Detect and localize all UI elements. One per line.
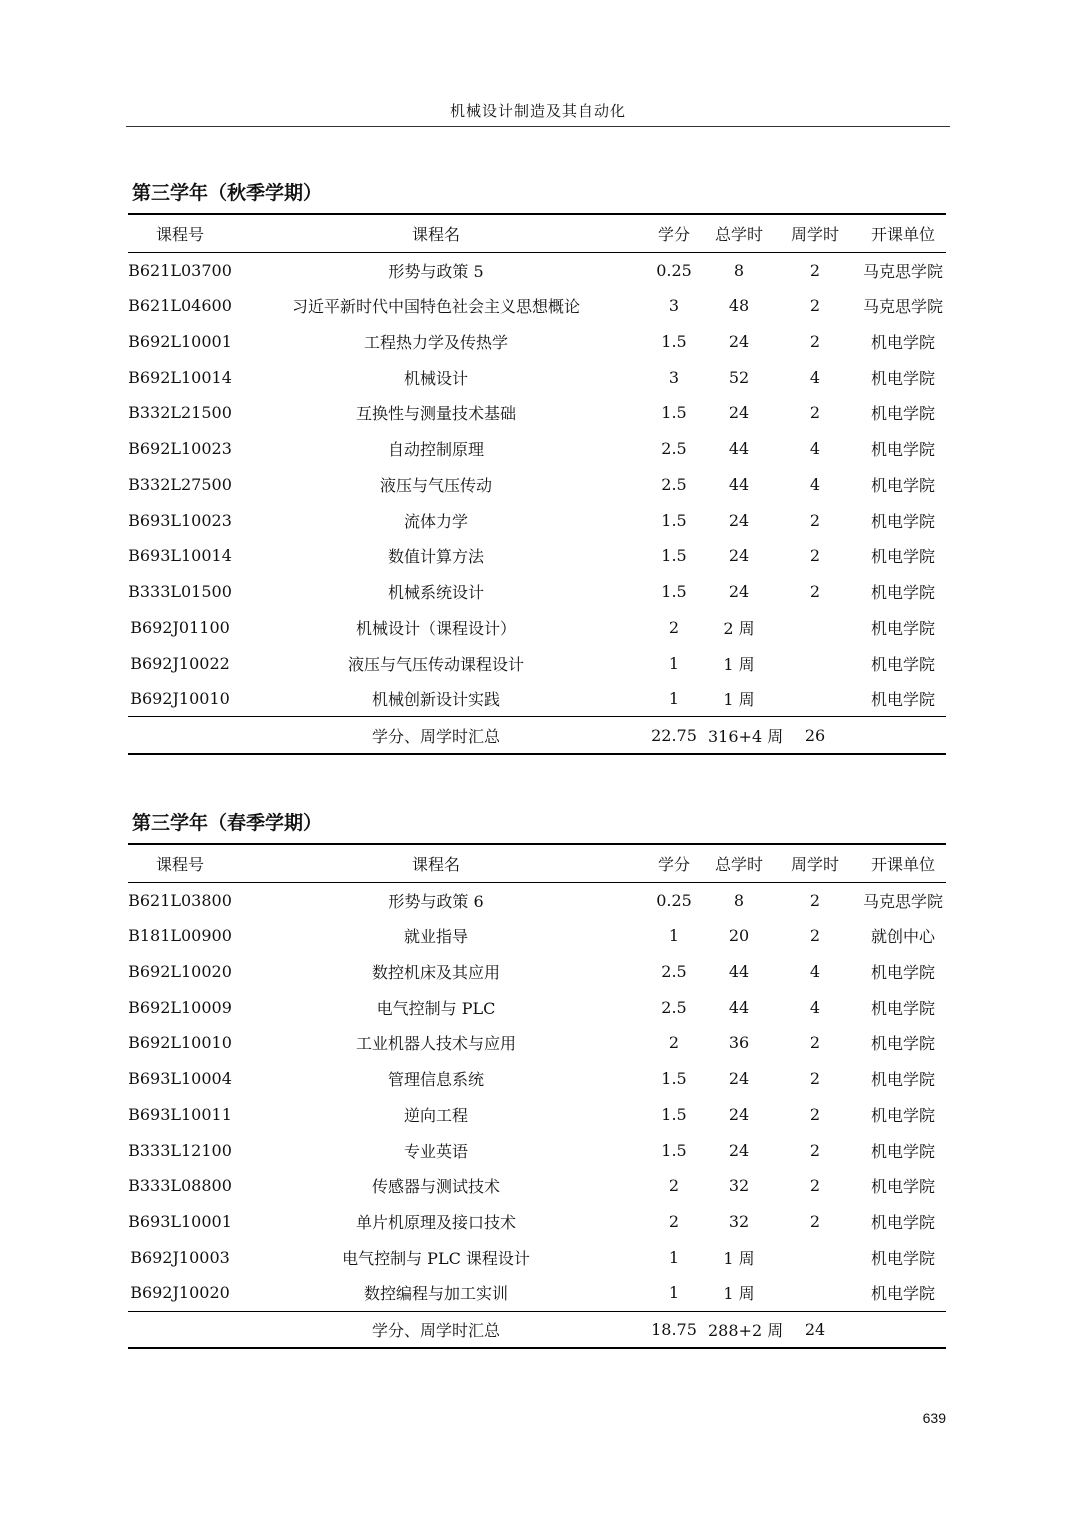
cell-course-name: 流体力学 bbox=[403, 511, 468, 531]
cell-credits: 3 bbox=[668, 367, 680, 387]
summary-row bbox=[128, 717, 946, 754]
cell-weekly-hours: 4 bbox=[809, 961, 821, 981]
cell-department: 马克思学院 bbox=[862, 297, 943, 317]
cell-total-hours: 24 bbox=[728, 403, 750, 423]
cell-department: 机电学院 bbox=[870, 1177, 935, 1197]
cell-department: 机电学院 bbox=[870, 962, 935, 982]
cell-department: 机电学院 bbox=[870, 368, 935, 388]
column-header-total-hours: 总学时 bbox=[708, 214, 770, 252]
cell-total-hours: 44 bbox=[728, 474, 750, 494]
cell-department: 机电学院 bbox=[870, 511, 935, 531]
table-row bbox=[128, 645, 946, 681]
cell-weekly-hours: 2 bbox=[809, 1176, 821, 1196]
cell-credits: 1.5 bbox=[661, 331, 687, 351]
cell-credits: 2 bbox=[668, 617, 680, 637]
column-header-department: 开课单位 bbox=[860, 214, 946, 252]
cell-total-hours: 24 bbox=[728, 1104, 750, 1124]
running-header: 机械设计制造及其自动化 bbox=[126, 100, 950, 127]
course-table-autumn bbox=[128, 213, 946, 755]
table-row bbox=[128, 467, 946, 503]
cell-course-code: B692J10003 bbox=[130, 1247, 230, 1267]
cell-department: 机电学院 bbox=[870, 1248, 935, 1268]
cell-total-hours: 44 bbox=[728, 961, 750, 981]
cell-weekly-hours: 2 bbox=[809, 296, 821, 316]
table-row bbox=[128, 288, 946, 324]
cell-course-name: 电气控制与 PLC 课程设计 bbox=[342, 1248, 530, 1268]
column-header-course-code: 课程号 bbox=[128, 844, 232, 882]
cell-course-code: B692L10009 bbox=[128, 997, 232, 1017]
cell-weekly-hours: 2 bbox=[809, 1033, 821, 1053]
summary-weekly-hours: 24 bbox=[770, 1311, 860, 1348]
cell-department: 机电学院 bbox=[870, 690, 935, 710]
cell-credits: 2 bbox=[668, 1176, 680, 1196]
cell-total-hours: 20 bbox=[728, 926, 750, 946]
cell-credits: 1 bbox=[668, 653, 680, 673]
cell-credits: 1.5 bbox=[661, 510, 687, 530]
cell-course-name: 工业机器人技术与应用 bbox=[355, 1034, 516, 1054]
cell-credits: 0.25 bbox=[656, 260, 692, 280]
cell-credits: 2.5 bbox=[661, 997, 687, 1017]
cell-course-name: 液压与气压传动 bbox=[379, 475, 492, 495]
cell-course-code: B692J10010 bbox=[130, 689, 230, 709]
cell-course-name: 数值计算方法 bbox=[387, 547, 484, 567]
cell-weekly-hours bbox=[770, 1240, 860, 1276]
cell-course-code: B333L08800 bbox=[128, 1176, 232, 1196]
column-header-weekly-hours: 周学时 bbox=[770, 844, 860, 882]
summary-credits: 18.75 bbox=[640, 1311, 708, 1348]
section-title: 第三学年（秋季学期） bbox=[132, 182, 323, 204]
table-row bbox=[128, 1204, 946, 1240]
cell-total-hours: 44 bbox=[728, 997, 750, 1017]
cell-department: 机电学院 bbox=[870, 998, 935, 1018]
cell-department: 机电学院 bbox=[870, 547, 935, 567]
cell-course-code: B621L03700 bbox=[128, 260, 232, 280]
column-header-department: 开课单位 bbox=[860, 844, 946, 882]
cell-course-name: 机械设计（课程设计） bbox=[355, 618, 516, 638]
cell-course-code: B621L03800 bbox=[128, 890, 232, 910]
cell-total-hours: 48 bbox=[728, 296, 750, 316]
cell-credits: 1 bbox=[668, 926, 680, 946]
page-number: 639 bbox=[922, 1410, 946, 1426]
cell-course-name: 数控机床及其应用 bbox=[371, 962, 500, 982]
cell-department: 机电学院 bbox=[870, 583, 935, 603]
cell-credits: 1.5 bbox=[661, 403, 687, 423]
cell-course-code: B692L10014 bbox=[128, 367, 232, 387]
cell-course-name: 电气控制与 PLC bbox=[376, 998, 496, 1018]
cell-total-hours: 8 bbox=[733, 260, 745, 280]
table-row bbox=[128, 359, 946, 395]
cell-course-code: B693L10011 bbox=[128, 1104, 232, 1124]
cell-total-hours: 32 bbox=[728, 1212, 750, 1232]
table-row bbox=[128, 882, 946, 918]
table-row bbox=[128, 1025, 946, 1061]
cell-weekly-hours: 4 bbox=[809, 367, 821, 387]
table-row bbox=[128, 1168, 946, 1204]
table-row bbox=[128, 574, 946, 610]
cell-credits: 2.5 bbox=[661, 439, 687, 459]
cell-course-code: B692L10010 bbox=[128, 1033, 232, 1053]
table-row bbox=[128, 502, 946, 538]
cell-department: 机电学院 bbox=[870, 1141, 935, 1161]
cell-weekly-hours: 2 bbox=[809, 1140, 821, 1160]
cell-weekly-hours: 2 bbox=[809, 1104, 821, 1124]
cell-total-hours: 24 bbox=[728, 331, 750, 351]
cell-course-code: B693L10014 bbox=[128, 546, 232, 566]
table-row bbox=[128, 395, 946, 431]
table-row bbox=[128, 1132, 946, 1168]
cell-credits: 0.25 bbox=[656, 890, 692, 910]
cell-course-name: 机械系统设计 bbox=[387, 583, 484, 603]
cell-total-hours: 8 bbox=[733, 890, 745, 910]
cell-department: 机电学院 bbox=[870, 440, 935, 460]
cell-weekly-hours bbox=[770, 610, 860, 646]
cell-course-code: B693L10001 bbox=[128, 1212, 232, 1232]
cell-weekly-hours: 2 bbox=[809, 260, 821, 280]
cell-course-name: 工程热力学及传热学 bbox=[363, 332, 508, 352]
cell-credits: 1.5 bbox=[661, 1069, 687, 1089]
cell-course-name: 机械创新设计实践 bbox=[371, 690, 500, 710]
table-row bbox=[128, 1097, 946, 1133]
table-row bbox=[128, 681, 946, 717]
cell-course-name: 互换性与测量技术基础 bbox=[355, 404, 516, 424]
cell-weekly-hours: 2 bbox=[809, 582, 821, 602]
table-row bbox=[128, 954, 946, 990]
cell-total-hours: 1 周 bbox=[723, 1284, 755, 1304]
cell-credits: 1 bbox=[668, 1247, 680, 1267]
cell-credits: 1 bbox=[668, 689, 680, 709]
section-title: 第三学年（春季学期） bbox=[132, 812, 323, 834]
table-header-row bbox=[128, 844, 946, 882]
summary-label: 学分、周学时汇总 bbox=[232, 1311, 640, 1348]
summary-row bbox=[128, 1311, 946, 1348]
cell-weekly-hours: 2 bbox=[809, 331, 821, 351]
cell-total-hours: 52 bbox=[728, 367, 750, 387]
cell-course-code: B692L10020 bbox=[128, 961, 232, 981]
summary-credits: 22.75 bbox=[640, 717, 708, 754]
cell-total-hours: 24 bbox=[728, 1069, 750, 1089]
cell-weekly-hours bbox=[770, 645, 860, 681]
cell-weekly-hours: 2 bbox=[809, 890, 821, 910]
cell-department: 马克思学院 bbox=[862, 891, 943, 911]
cell-course-code: B692J01100 bbox=[130, 617, 230, 637]
column-header-credits: 学分 bbox=[640, 844, 708, 882]
section-autumn-semester bbox=[128, 176, 946, 755]
column-header-course-code: 课程号 bbox=[128, 214, 232, 252]
table-row bbox=[128, 538, 946, 574]
cell-department: 机电学院 bbox=[870, 654, 935, 674]
cell-course-code: B692L10023 bbox=[128, 439, 232, 459]
cell-course-code: B693L10004 bbox=[128, 1069, 232, 1089]
cell-course-name: 就业指导 bbox=[403, 927, 468, 947]
cell-course-name: 自动控制原理 bbox=[387, 440, 484, 460]
table-row bbox=[128, 610, 946, 646]
cell-department: 机电学院 bbox=[870, 1105, 935, 1125]
cell-credits: 2.5 bbox=[661, 961, 687, 981]
cell-credits: 3 bbox=[668, 296, 680, 316]
cell-credits: 1 bbox=[668, 1283, 680, 1303]
cell-department: 机电学院 bbox=[870, 618, 935, 638]
cell-department: 机电学院 bbox=[870, 1213, 935, 1233]
cell-credits: 2 bbox=[668, 1033, 680, 1053]
cell-credits: 2 bbox=[668, 1212, 680, 1232]
cell-course-code: B621L04600 bbox=[128, 296, 232, 316]
cell-course-name: 单片机原理及接口技术 bbox=[355, 1213, 516, 1233]
table-row bbox=[128, 1275, 946, 1311]
table-row bbox=[128, 324, 946, 360]
table-body bbox=[128, 252, 946, 717]
column-header-course-name: 课程名 bbox=[232, 214, 640, 252]
cell-course-name: 管理信息系统 bbox=[387, 1070, 484, 1090]
cell-course-code: B332L21500 bbox=[128, 403, 232, 423]
cell-course-name: 形势与政策 6 bbox=[388, 891, 484, 911]
cell-course-name: 逆向工程 bbox=[403, 1105, 468, 1125]
cell-course-code: B333L01500 bbox=[128, 582, 232, 602]
cell-course-code: B333L12100 bbox=[128, 1140, 232, 1160]
cell-weekly-hours: 4 bbox=[809, 997, 821, 1017]
cell-credits: 1.5 bbox=[661, 1140, 687, 1160]
cell-course-name: 形势与政策 5 bbox=[388, 261, 484, 281]
cell-total-hours: 36 bbox=[728, 1033, 750, 1053]
cell-credits: 2.5 bbox=[661, 474, 687, 494]
cell-total-hours: 1 周 bbox=[723, 1248, 755, 1268]
cell-course-name: 数控编程与加工实训 bbox=[363, 1284, 508, 1304]
cell-course-code: B692L10001 bbox=[128, 331, 232, 351]
column-header-credits: 学分 bbox=[640, 214, 708, 252]
course-table-spring bbox=[128, 843, 946, 1349]
cell-total-hours: 1 周 bbox=[723, 654, 755, 674]
cell-weekly-hours: 2 bbox=[809, 510, 821, 530]
cell-total-hours: 2 周 bbox=[723, 618, 755, 638]
table-row bbox=[128, 252, 946, 288]
cell-department: 机电学院 bbox=[870, 1034, 935, 1054]
cell-department: 马克思学院 bbox=[862, 261, 943, 281]
cell-department: 机电学院 bbox=[870, 1284, 935, 1304]
cell-credits: 1.5 bbox=[661, 582, 687, 602]
cell-course-name: 专业英语 bbox=[403, 1141, 468, 1161]
column-header-total-hours: 总学时 bbox=[708, 844, 770, 882]
cell-total-hours: 32 bbox=[728, 1176, 750, 1196]
column-header-weekly-hours: 周学时 bbox=[770, 214, 860, 252]
table-body bbox=[128, 882, 946, 1311]
summary-weekly-hours: 26 bbox=[770, 717, 860, 754]
cell-weekly-hours: 2 bbox=[809, 1069, 821, 1089]
cell-weekly-hours: 2 bbox=[809, 546, 821, 566]
cell-weekly-hours: 2 bbox=[809, 403, 821, 423]
summary-total-hours: 316+4 周 bbox=[708, 717, 770, 754]
cell-weekly-hours: 4 bbox=[809, 439, 821, 459]
cell-weekly-hours bbox=[770, 1275, 860, 1311]
cell-department: 机电学院 bbox=[870, 332, 935, 352]
cell-course-code: B693L10023 bbox=[128, 510, 232, 530]
cell-course-code: B332L27500 bbox=[128, 474, 232, 494]
cell-credits: 1.5 bbox=[661, 546, 687, 566]
cell-course-code: B692J10022 bbox=[130, 653, 230, 673]
cell-total-hours: 24 bbox=[728, 582, 750, 602]
cell-weekly-hours: 2 bbox=[809, 1212, 821, 1232]
cell-total-hours: 1 周 bbox=[723, 690, 755, 710]
cell-course-code: B181L00900 bbox=[128, 926, 232, 946]
cell-course-name: 机械设计 bbox=[403, 368, 468, 388]
cell-total-hours: 24 bbox=[728, 1140, 750, 1160]
cell-total-hours: 24 bbox=[728, 510, 750, 530]
table-row bbox=[128, 989, 946, 1025]
cell-course-name: 习近平新时代中国特色社会主义思想概论 bbox=[291, 297, 580, 317]
table-row bbox=[128, 431, 946, 467]
cell-course-name: 液压与气压传动课程设计 bbox=[347, 654, 524, 674]
cell-course-code: B692J10020 bbox=[130, 1283, 230, 1303]
cell-weekly-hours: 2 bbox=[809, 926, 821, 946]
summary-label: 学分、周学时汇总 bbox=[232, 717, 640, 754]
cell-department: 就创中心 bbox=[870, 927, 935, 947]
cell-total-hours: 44 bbox=[728, 439, 750, 459]
cell-credits: 1.5 bbox=[661, 1104, 687, 1124]
cell-department: 机电学院 bbox=[870, 475, 935, 495]
cell-course-name: 传感器与测试技术 bbox=[371, 1177, 500, 1197]
cell-department: 机电学院 bbox=[870, 404, 935, 424]
column-header-course-name: 课程名 bbox=[232, 844, 640, 882]
section-spring-semester bbox=[128, 806, 946, 1349]
table-header-row bbox=[128, 214, 946, 252]
cell-weekly-hours bbox=[770, 681, 860, 717]
table-row bbox=[128, 1240, 946, 1276]
table-row bbox=[128, 918, 946, 954]
table-row bbox=[128, 1061, 946, 1097]
cell-total-hours: 24 bbox=[728, 546, 750, 566]
cell-department: 机电学院 bbox=[870, 1070, 935, 1090]
summary-total-hours: 288+2 周 bbox=[708, 1311, 770, 1348]
cell-weekly-hours: 4 bbox=[809, 474, 821, 494]
